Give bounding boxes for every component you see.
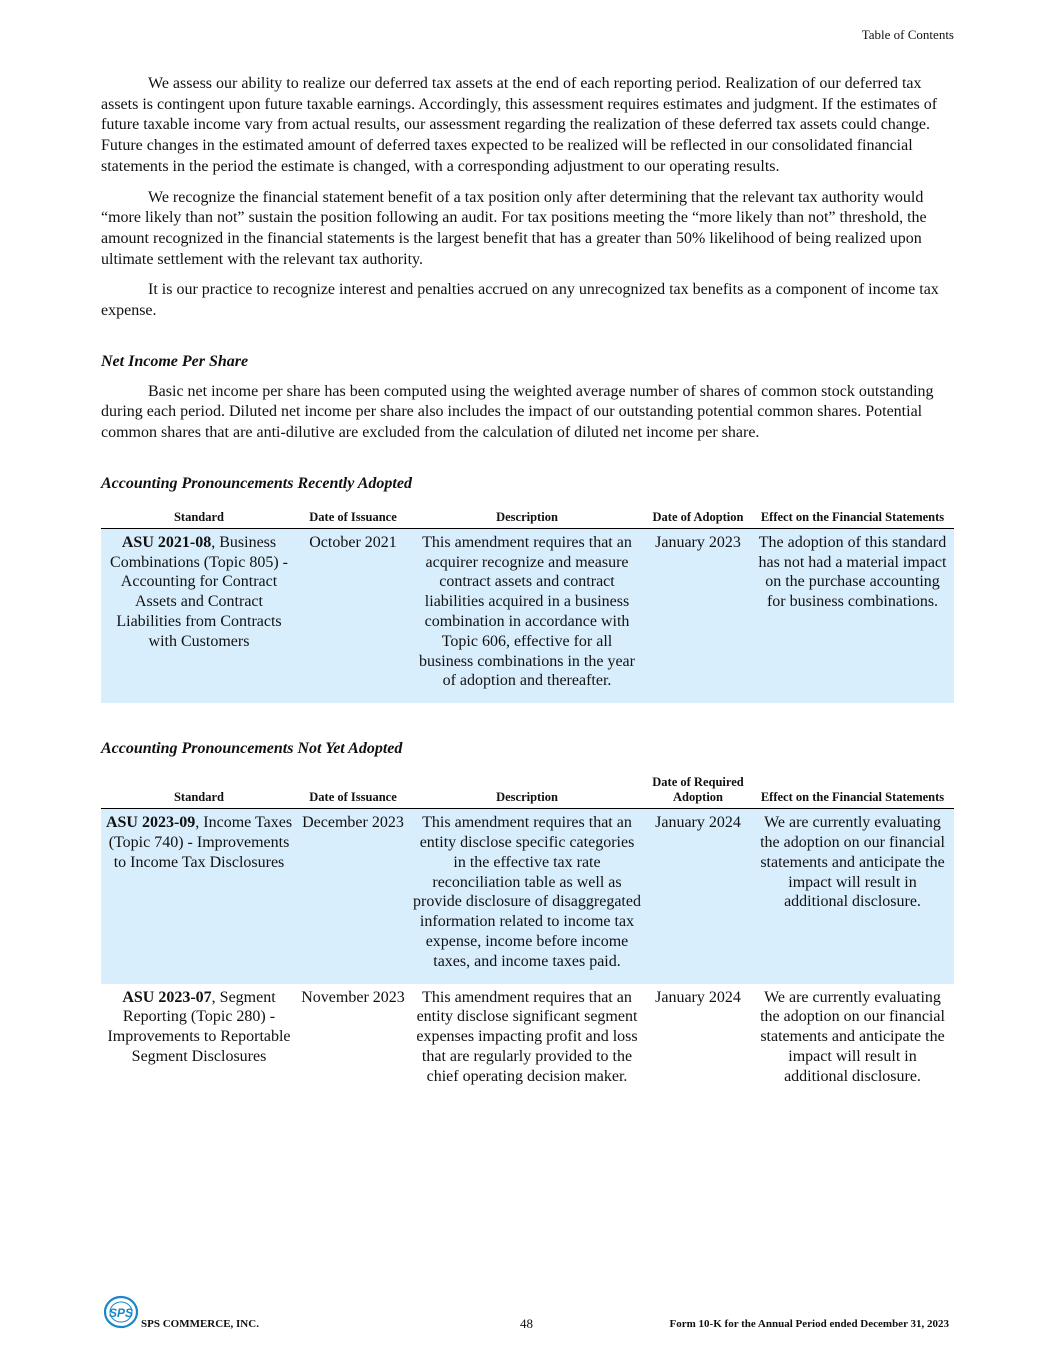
adopted-table: [101, 510, 954, 703]
column-header: Date of Issuance: [297, 775, 409, 809]
effect-cell: We are currently evaluating the adoption on our financial statements and anticipate the impact will result in additional disclosure.: [760, 988, 945, 1085]
table-header-row: [101, 510, 954, 529]
not-adopted-heading: Accounting Pronouncements Not Yet Adopted: [101, 740, 403, 758]
issuance-cell: December 2023: [297, 809, 409, 984]
standard-name: , Business Combinations (Topic 805) - Accounting for Contract Assets and Contract Liabilities from Contracts with Customers: [110, 533, 288, 650]
net-income-heading: Net Income Per Share: [101, 352, 249, 370]
not-adopted-table: [101, 775, 954, 1098]
main-content: [101, 74, 954, 1099]
table-row: [101, 528, 954, 703]
asu-number: ASU 2023-07: [122, 988, 212, 1006]
effect-cell: The adoption of this standard has not had a material impact on the purchase accounting for business combinations.: [751, 528, 954, 703]
adoption-cell: January 2024: [645, 809, 751, 984]
table-header-row: [101, 775, 954, 809]
table-row: [101, 984, 954, 1099]
standard-cell: [101, 809, 297, 984]
description-cell: This amendment requires that an acquirer recognize and measure contract assets and contract liabilities acquired in a business combination in accordance with Topic 606, effective for all business combinations in the year of adoption and thereafter.: [409, 528, 645, 703]
standard-name: , Segment Reporting (Topic 280) - Improvements to Reportable Segment Disclosures: [107, 988, 291, 1065]
sps-logo-icon: [103, 1295, 139, 1329]
description-cell: This amendment requires that an entity disclose specific categories in the effective tax rate reconciliation table as well as provide disclosure of disaggregated information related to income tax expense, income before income taxes, and income taxes paid.: [409, 809, 645, 984]
adoption-cell: January 2024: [655, 988, 741, 1006]
form-label: Form 10-K for the Annual Period ended December 31, 2023: [669, 1318, 949, 1330]
description-cell: This amendment requires that an entity disclose significant segment expenses impacting profit and loss that are regularly provided to the chief operating decision maker.: [416, 988, 638, 1085]
paragraph-deferred-tax: We assess our ability to realize our deferred tax assets at the end of each reporting period. Realization of our deferred tax assets is contingent upon future taxable earnings. Accordingly, this assessment requires estimates and judgment. If the estimates of future taxable income vary from actual results, our assessment regarding the realization of these deferred tax assets could change. Future changes in the estimated amount of deferred taxes expected to be realized will be reflected in our consolidated financial statements in the period the estimate is changed, with a corresponding adjustment to our operating results.: [101, 75, 938, 175]
table-of-contents-link[interactable]: Table of Contents: [861, 27, 954, 42]
page-footer: [101, 1295, 954, 1335]
paragraph-net-income: Basic net income per share has been computed using the weighted average number of shares of common stock outstanding during each period. Diluted net income per share also includes the impact of our outstanding potential common shares. Potential common shares that are anti-dilutive are excluded from the calculation of diluted net income per share.: [101, 382, 934, 442]
column-header: Effect on the Financial Statements: [751, 510, 954, 529]
column-header: Description: [409, 510, 645, 529]
column-header: Date of Adoption: [645, 510, 751, 529]
adopted-heading: Accounting Pronouncements Recently Adopted: [101, 474, 412, 492]
table-row: [101, 809, 954, 984]
paragraph-interest-penalties: It is our practice to recognize interest and penalties accrued on any unrecognized tax benefits as a component of income tax expense.: [101, 281, 939, 320]
standard-cell: [101, 984, 297, 1099]
column-header: Date of Issuance: [297, 510, 409, 529]
standard-name: , Income Taxes (Topic 740) - Improvements to Income Tax Disclosures: [108, 814, 293, 871]
svg-text:SPS: SPS: [108, 1306, 134, 1320]
column-header: Description: [409, 775, 645, 809]
company-name: SPS COMMERCE, INC.: [141, 1318, 259, 1330]
adoption-cell: January 2023: [645, 528, 751, 703]
effect-cell: We are currently evaluating the adoption on our financial statements and anticipate the impact will result in additional disclosure.: [751, 809, 954, 984]
asu-number: ASU 2023-09: [105, 814, 196, 832]
standard-cell: [101, 528, 297, 703]
column-header: Date of Required Adoption: [645, 775, 751, 809]
paragraph-tax-position: We recognize the financial statement benefit of a tax position only after determining that the relevant tax authority would “more likely than not” sustain the position following an audit. For tax positions meeting the “more likely than not” threshold, the amount recognized in the financial statements is the largest benefit that has a greater than 50% likelihood of being realized upon ultimate settlement with the relevant tax authority.: [101, 188, 927, 268]
column-header: Standard: [101, 510, 297, 529]
page-number: 48: [520, 1316, 533, 1331]
issuance-cell: November 2023: [301, 988, 405, 1006]
issuance-cell: October 2021: [297, 528, 409, 703]
column-header: Effect on the Financial Statements: [751, 775, 954, 809]
column-header: Standard: [101, 775, 297, 809]
asu-number: ASU 2021-08: [121, 533, 212, 551]
